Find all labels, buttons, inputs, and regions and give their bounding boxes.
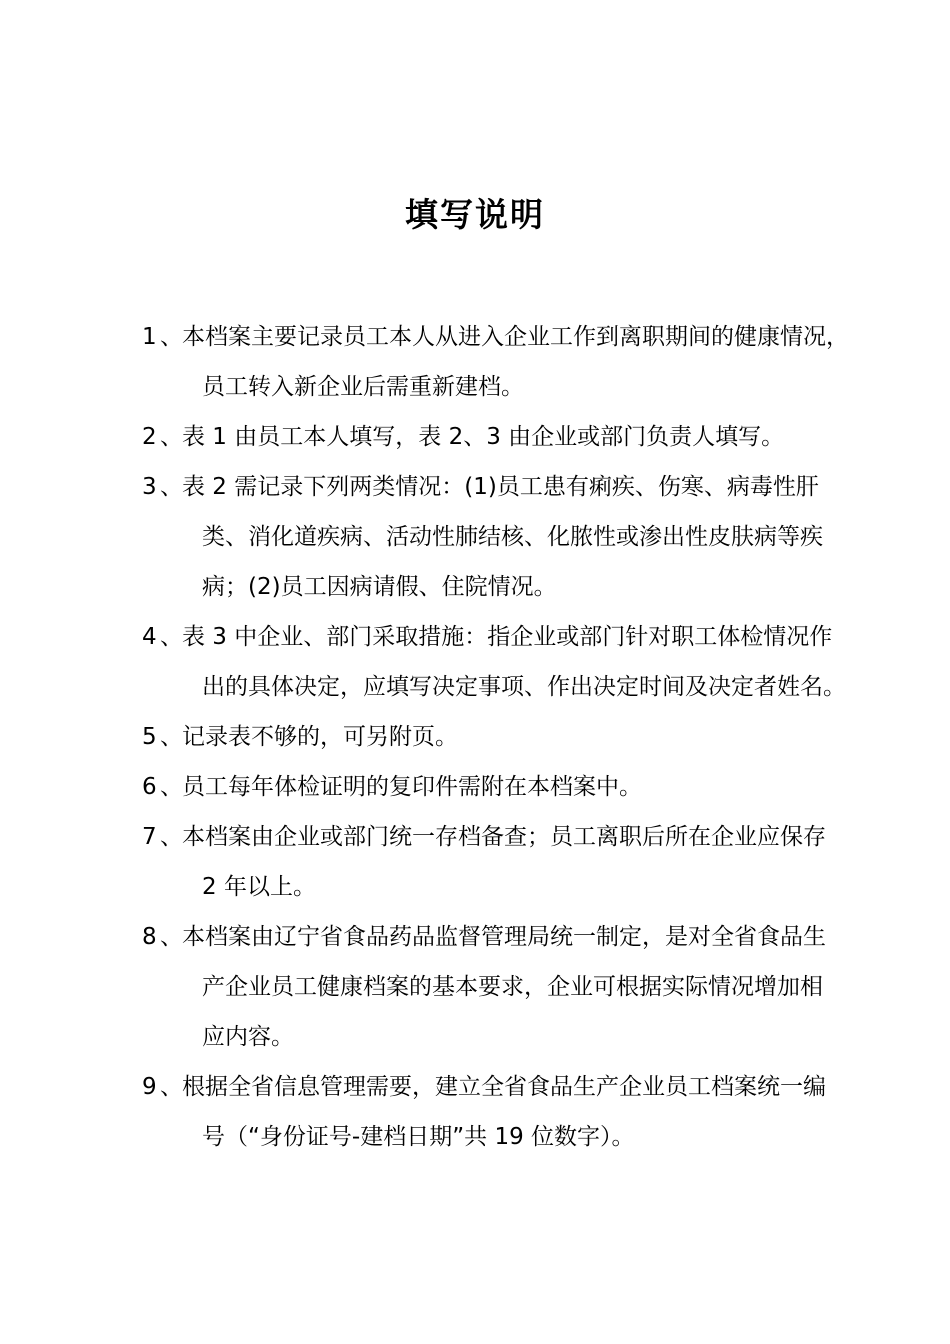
item-text-line: 员工每年体检证明的复印件需附在本档案中。 <box>182 774 642 800</box>
item-text-line: 表 2 需记录下列两类情况：(1)员工患有痢疾、伤寒、病毒性肝 <box>182 474 819 500</box>
item-number: 5 <box>142 724 157 750</box>
instruction-item <box>142 712 922 762</box>
item-text <box>182 712 922 762</box>
item-separator: 、 <box>160 474 183 500</box>
item-text <box>182 812 922 912</box>
item-text-line: 记录表不够的，可另附页。 <box>182 724 458 750</box>
item-text-line: 病；(2)员工因病请假、住院情况。 <box>202 574 557 600</box>
item-text <box>182 1062 922 1162</box>
item-text-line: 本档案由辽宁省食品药品监督管理局统一制定，是对全省食品生 <box>182 924 826 950</box>
item-separator: 、 <box>160 924 183 950</box>
item-text-line: 根据全省信息管理需要，建立全省食品生产企业员工档案统一编 <box>182 1074 826 1100</box>
page-title: 填写说明 <box>405 195 545 234</box>
instruction-item <box>142 462 922 612</box>
item-number: 7 <box>142 824 157 850</box>
item-text <box>182 912 922 1062</box>
item-text-line: 表 1 由员工本人填写，表 2、3 由企业或部门负责人填写。 <box>182 424 785 450</box>
item-text-line: 2 年以上。 <box>202 874 316 900</box>
instruction-item <box>142 812 922 912</box>
item-text-line: 应内容。 <box>202 1024 294 1050</box>
item-text <box>182 762 922 812</box>
instruction-item <box>142 612 922 712</box>
item-text-line: 本档案主要记录员工本人从进入企业工作到离职期间的健康情况， <box>182 324 849 350</box>
instruction-item <box>142 912 922 1062</box>
item-separator: 、 <box>160 624 183 650</box>
item-separator: 、 <box>160 324 183 350</box>
item-separator: 、 <box>160 424 183 450</box>
item-number: 4 <box>142 624 157 650</box>
item-separator: 、 <box>160 724 183 750</box>
item-number: 1 <box>142 324 157 350</box>
instruction-list <box>142 312 922 1162</box>
instruction-item <box>142 412 922 462</box>
item-separator: 、 <box>160 1074 183 1100</box>
item-number: 3 <box>142 474 157 500</box>
item-text-line: 类、消化道疾病、活动性肺结核、化脓性或渗出性皮肤病等疾 <box>202 524 823 550</box>
item-text-line: 出的具体决定，应填写决定事项、作出决定时间及决定者姓名。 <box>202 674 846 700</box>
item-text <box>182 412 922 462</box>
item-number: 8 <box>142 924 157 950</box>
item-text-line: 产企业员工健康档案的基本要求，企业可根据实际情况增加相 <box>202 974 823 1000</box>
item-text <box>182 312 922 412</box>
item-separator: 、 <box>160 824 183 850</box>
item-text-line: 员工转入新企业后需重新建档。 <box>202 374 524 400</box>
item-text <box>182 462 922 612</box>
item-separator: 、 <box>160 774 183 800</box>
instruction-item <box>142 1062 922 1162</box>
item-number: 2 <box>142 424 157 450</box>
item-number: 6 <box>142 774 157 800</box>
item-text-line: 号（“身份证号-建档日期”共 19 位数字）。 <box>202 1124 635 1150</box>
item-number: 9 <box>142 1074 157 1100</box>
item-text <box>182 612 922 712</box>
item-text-line: 本档案由企业或部门统一存档备查；员工离职后所在企业应保存 <box>182 824 826 850</box>
item-text-line: 表 3 中企业、部门采取措施：指企业或部门针对职工体检情况作 <box>182 624 833 650</box>
instruction-item <box>142 312 922 412</box>
instruction-item <box>142 762 922 812</box>
